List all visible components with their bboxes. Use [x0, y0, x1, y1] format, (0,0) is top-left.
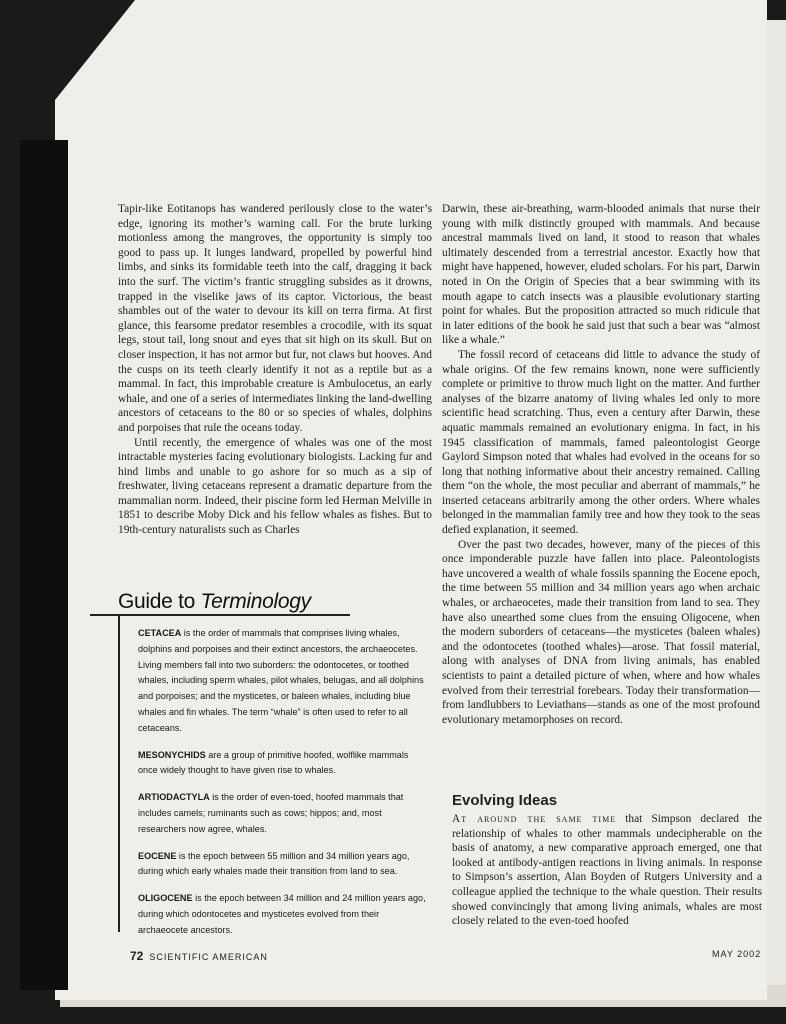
page-number: 72 — [130, 949, 144, 963]
section-body — [452, 812, 762, 929]
term-entry — [138, 790, 428, 837]
guide-side-rule — [118, 614, 120, 932]
paragraph: The fossil record of cetaceans did little to advance the study of whale origins. Of the few remains known, none were sufficiently complete or primitive to throw much light on the matter. And further analyses of the bizarre anatomy of living whales led only to more scientific head scratching. Thus, even a century after Darwin, these aquatic mammals remained an evolutionary enigma. In fact, in his 1945 classification of mammals, famed paleontologist George Gaylord Simpson noted that whales had evolved in the oceans for so long that nothing informative about their ancestry remained. Calling them “on the whole, the most peculiar and aberrant of mammals,” he inserted cetaceans arbitrarily among the other orders. Where whales belonged in the mammalian family tree and how they took to the seas defied explanation, it seemed. — [442, 348, 760, 537]
term-definition: is the epoch between 55 million and 34 million years ago, during which early whales made their transition from land to sea. — [138, 850, 410, 877]
binding-shadow — [20, 140, 68, 990]
guide-top-rule — [90, 614, 350, 616]
term-entry — [138, 748, 428, 780]
section-lead-in: At around the same time — [452, 813, 617, 825]
paragraph: Over the past two decades, however, many of the pieces of this once imponderable puzzle have fallen into place. Paleontologists have uncovered a wealth of whale fossils spanning the Eocene epoch, the time between 55 million and 34 million years ago when archaic whales, or archaeocetes, made their transition from land to sea. They have also unearthed some clues from the ensuing Oligocene, when the modern suborders of cetaceans—the mysticetes (baleen whales) and the odontocetes (toothed whales)—arose. That fossil material, along with analyses of DNA from living animals, has enabled scientists to paint a detailed picture of when, where and how whales evolved from their terrestrial forebears. Today their transformation—from landlubbers to Leviathans—stands as one of the most profound evolutionary metamorphoses on record. — [442, 538, 760, 726]
term-name: CETACEA — [138, 628, 182, 638]
guide-title-italic: Terminology — [200, 590, 311, 613]
article-left-column — [118, 202, 432, 538]
term-entry — [138, 849, 428, 881]
term-definition: are a group of primitive hoofed, wolflike mammals once widely thought to have given rise to whales. — [138, 749, 409, 776]
term-definition: is the order of mammals that comprises living whales, dolphins and porpoises and their extinct ancestors, the archaeocetes. Living members fall into two suborders: the odontocetes, or toothed whales, including sperm whales, pilot whales, belugas, and all dolphins and porpoises; and the mysticetes, or baleen whales, including blue whales and fin whales. The term “whale” is often used to refer to all cetaceans. — [138, 628, 424, 733]
term-definition: is the order of even-toed, hoofed mammals that includes camels; ruminants such as cows; hippos; and, most researchers now agree, whales. — [138, 792, 404, 834]
term-name: ARTIODACTYLA — [138, 792, 210, 803]
magazine-name: SCIENTIFIC AMERICAN — [149, 952, 268, 962]
term-name: MESONYCHIDS — [138, 749, 206, 760]
term-name: OLIGOCENE — [138, 893, 193, 904]
terminology-list — [138, 626, 428, 950]
article-right-column — [442, 202, 760, 727]
term-entry — [138, 626, 428, 737]
guide-title — [118, 590, 311, 614]
term-entry — [138, 891, 428, 938]
issue-date: MAY 2002 — [712, 949, 762, 959]
term-definition: is the epoch between 34 million and 24 million years ago, during which odontocetes and mysticetes evolved from their archaeocete ancestors. — [138, 893, 426, 935]
paragraph: Until recently, the emergence of whales was one of the most intractable mysteries facing evolutionary biologists. Lacking fur and hind limbs and unable to go ashore for so much as a sip of freshwater, living cetaceans represent a dramatic departure from the mammalian norm. Indeed, their piscine form led Herman Melville in 1851 to describe Moby Dick and his fellow whales as fishes. But to 19th-century naturalists such as Charles — [118, 436, 432, 537]
section-text: that Simpson declared the relationship of whales to other mammals undecipherable on the basis of anatomy, a new comparative approach emerged, one that looked at antibody-antigen reactions in living animals. In response to Simpson’s assertion, Alan Boyden of Rutgers University and a colleague applied the technique to the whale question. Their results showed convincingly that among living animals, whales are most closely related to the even-toed hoofed — [452, 813, 762, 928]
paragraph: Tapir-like Eotitanops has wandered perilously close to the water’s edge, ignoring its mother’s warning call. For the brute lurking motionless among the mangroves, the opportunity is simply too good to pass up. It lunges landward, propelled by powerful hind limbs, and sinks its formidable teeth into the calf, dragging it back into the surf. The victim’s frantic struggling subsides as it drowns, trapped in the viselike jaws of its captor. Victorious, the beast shambles out of the water to devour its kill on terra firma. At first glance, this fearsome predator resembles a crocodile, with its squat legs, stout tail, long snout and eyes that sit high on its skull. But on closer inspection, it has not armor but fur, not claws but hooves. And the cusps on its teeth clearly identify it not as a reptile but as a mammal. In fact, this improbable creature is Ambulocetus, an early whale, and one of a series of intermediates linking the land-dwelling ancestors of cetaceans to the 80 or so species of whales, dolphins and porpoises that rule the oceans today. — [118, 203, 432, 434]
page-footer-left — [130, 949, 268, 963]
paragraph: Darwin, these air-breathing, warm-blooded animals that nurse their young with milk distinctly grouped with mammals. And because ancestral mammals lived on land, it stood to reason that whales ultimately descended from a terrestrial ancestor. Exactly how that might have happened, however, eluded scholars. For his part, Darwin noted in On the Origin of Species that a bear swimming with its mouth agape to catch insects was a plausible evolutionary starting point for whales. But the proposition attracted so much ridicule that in later editions of the book he said just that such a bear was “almost like a whale.” — [442, 203, 760, 347]
term-name: EOCENE — [138, 850, 177, 861]
section-heading: Evolving Ideas — [452, 792, 558, 809]
guide-title-plain: Guide to — [118, 590, 201, 613]
